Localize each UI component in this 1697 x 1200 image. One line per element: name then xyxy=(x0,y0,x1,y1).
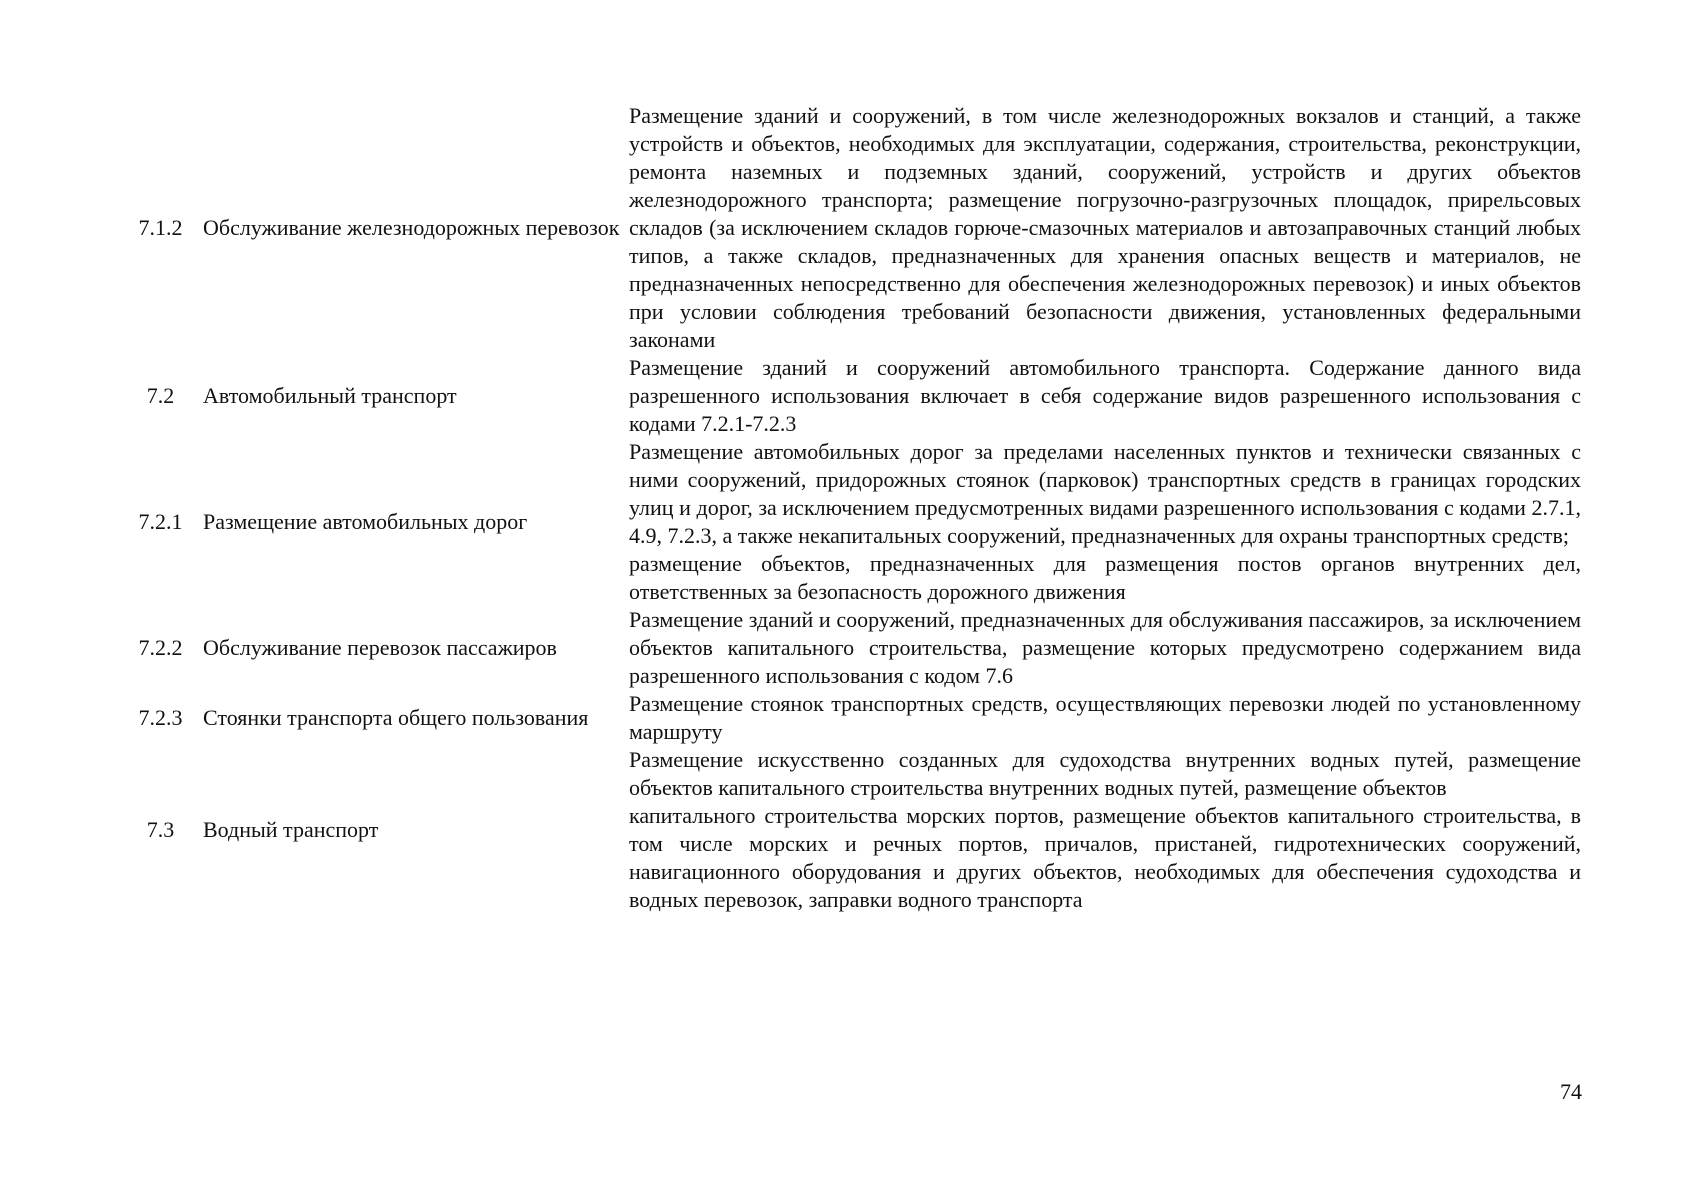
row-code: 7.2.2 xyxy=(138,635,183,660)
row-name: Обслуживание железнодорожных перевозок xyxy=(203,215,620,240)
description-paragraph: Размещение зданий и сооружений, предназначенных для обслуживания пассажиров, за исключением объектов капитального строительства, размещение которых предусмотрено содержанием вида разрешенного использования с кодом 7.6 xyxy=(629,607,1581,688)
row-code: 7.2.3 xyxy=(138,705,183,730)
row-description xyxy=(629,354,1581,438)
row-name: Обслуживание перевозок пассажиров xyxy=(203,635,557,660)
row-description xyxy=(629,690,1581,746)
land-use-table xyxy=(118,102,1581,914)
row-code: 7.2 xyxy=(146,383,175,408)
row-name: Автомобильный транспорт xyxy=(203,383,457,408)
page-number: 74 xyxy=(1560,1079,1582,1104)
row-name: Стоянки транспорта общего пользования xyxy=(203,705,589,730)
table-row xyxy=(118,102,1581,354)
table-row xyxy=(118,606,1581,690)
table-row xyxy=(118,690,1581,746)
table-row xyxy=(118,746,1581,914)
description-paragraph: размещение объектов, предназначенных для размещения постов органов внутренних дел, ответственных за безопасность дорожного движения xyxy=(629,551,1581,604)
row-description xyxy=(629,438,1581,606)
row-name: Размещение автомобильных дорог xyxy=(203,509,528,534)
row-code: 7.1.2 xyxy=(138,215,183,240)
description-paragraph: Размещение стоянок транспортных средств, осуществляющих перевозки людей по установленному маршруту xyxy=(629,691,1581,744)
row-description xyxy=(629,606,1581,690)
row-code: 7.3 xyxy=(146,817,175,842)
row-code: 7.2.1 xyxy=(138,509,183,534)
row-name: Водный транспорт xyxy=(203,817,379,842)
row-description xyxy=(629,746,1581,914)
row-description xyxy=(629,102,1581,354)
table-row xyxy=(118,354,1581,438)
description-paragraph: Размещение зданий и сооружений, в том числе железнодорожных вокзалов и станций, а также устройств и объектов, необходимых для эксплуатации, содержания, строительства, реконструкции, ремонта наземных и подземных зданий, сооружений, устройств и других объектов железнодорожного транспорта; размещение погрузочно-разгрузочных площадок, прирельсовых складов (за исключением складов горюче-смазочных материалов и автозаправочных станций любых типов, а также складов, предназначенных для хранения опасных веществ и материалов, не предназначенных непосредственно для обеспечения железнодорожных перевозок) и иных объектов при условии соблюдения требований безопасности движения, установленных федеральными законами xyxy=(629,103,1581,352)
table-row xyxy=(118,438,1581,606)
description-paragraph: Размещение зданий и сооружений автомобильного транспорта. Содержание данного вида разрешенного использования включает в себя содержание видов разрешенного использования с кодами 7.2.1-7.2.3 xyxy=(629,355,1581,436)
description-paragraph: капитального строительства морских портов, размещение объектов капитального строительства, в том числе морских и речных портов, причалов, пристаней, гидротехнических сооружений, навигационного оборудования и других объектов, необходимых для обеспечения судоходства и водных перевозок, заправки водного транспорта xyxy=(629,803,1581,912)
description-paragraph: Размещение искусственно созданных для судоходства внутренних водных путей, размещение объектов капитального строительства внутренних водных путей, размещение объектов xyxy=(629,747,1581,800)
description-paragraph: Размещение автомобильных дорог за пределами населенных пунктов и технически связанных с ними сооружений, придорожных стоянок (парковок) транспортных средств в границах городских улиц и дорог, за исключением предусмотренных видами разрешенного использования с кодами 2.7.1, 4.9, 7.2.3, а также некапитальных сооружений, предназначенных для охраны транспортных средств; xyxy=(629,439,1581,548)
